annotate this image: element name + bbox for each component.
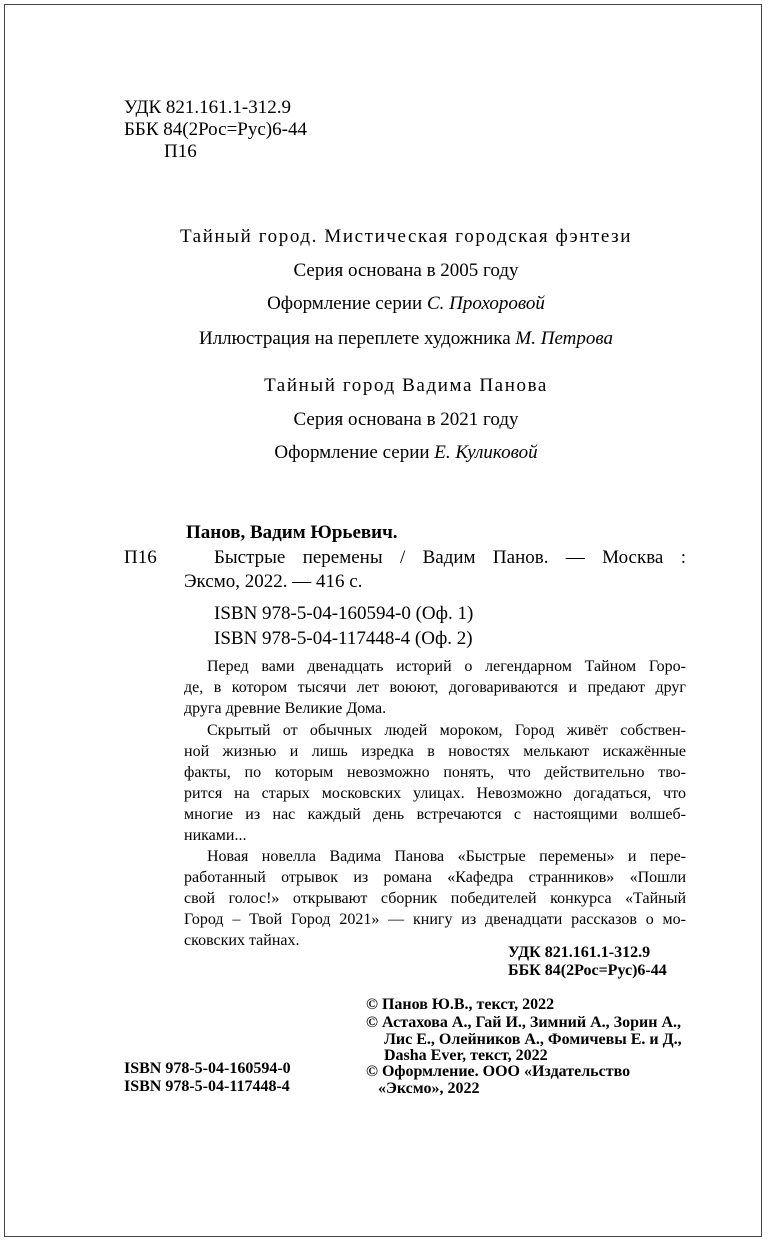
copyright-contributors: © Астахова А., Гай И., Зимний А., Зорин А., (366, 1014, 681, 1031)
bib-mark: П16 (124, 547, 157, 568)
series-2-designer: Е. Куликовой (434, 442, 538, 463)
series-2-design-label: Оформление серии (274, 442, 435, 463)
annotation-line: друга древние Великие Дома. (184, 700, 387, 717)
bib-author: Панов, Вадим Юрьевич. (186, 522, 398, 543)
annotation-line: рится на старых московских улицах. Невозможно догадаться, что (184, 785, 686, 802)
author-mark: П16 (164, 141, 197, 162)
series-1-designer: С. Прохоровой (426, 293, 545, 314)
annotation-line: свой голос!» открывают сборник победителей конкурса «Тайный (184, 890, 686, 907)
annotation-line: Перед вами двенадцать историй о легендарном Тайном Горо- (207, 658, 686, 675)
series-1-design (22, 293, 768, 315)
copyright-design-cont: «Эксмо», 2022 (378, 1080, 480, 1097)
bbk-code: ББК 84(2Рос=Рус)6-44 (124, 119, 307, 140)
bib-publisher-line: Эксмо, 2022. — 416 с. (184, 571, 363, 592)
annotation-line: многие из нас каждый день встречаются с настоящими волшеб- (184, 806, 686, 823)
annotation-line: факты, по которым невозможно понять, что действительно тво- (184, 764, 686, 781)
annotation-line: сковских тайнах. (184, 932, 300, 949)
series-2-design (22, 442, 768, 464)
series-2-title: Тайный город Вадима Панова (264, 375, 548, 396)
isbn-line: ISBN 978-5-04-160594-0 (124, 1060, 291, 1077)
series-1-illustration (22, 328, 768, 350)
isbn-line: ISBN 978-5-04-117448-4 (124, 1078, 290, 1095)
copyright-author: © Панов Ю.В., текст, 2022 (366, 996, 555, 1013)
annotation-line: работанный отрывок из романа «Кафедра странников» «Пошли (184, 869, 686, 886)
series-1-founded: Серия основана в 2005 году (293, 260, 519, 281)
copyright-design: © Оформление. ООО «Издательство (366, 1063, 631, 1080)
annotation-line: никами... (184, 827, 247, 844)
copyright-contributors-cont: Лис Е., Олейников А., Фомичевы Е. и Д., (384, 1031, 682, 1048)
series-1-title: Тайный город. Мистическая городская фэнтези (179, 226, 633, 247)
bib-isbn-1: ISBN 978-5-04-160594-0 (Оф. 1) (214, 603, 474, 624)
annotation-line: Скрытый от обычных людей мороком, Город живёт собствен- (207, 722, 686, 739)
series-1-illustrator: М. Петрова (515, 328, 613, 349)
annotation-line: Город – Твой Город 2021» — книгу из двенадцати рассказов о мо- (184, 911, 686, 928)
annotation-line: Новая новелла Вадима Панова «Быстрые перемены» и пере- (207, 848, 686, 865)
bib-title-line: Быстрые перемены / Вадим Панов. — Москва : (214, 547, 686, 568)
udk-code: УДК 821.161.1-312.9 (124, 97, 291, 118)
copyright-contributors-cont: Dasha Ever, текст, 2022 (384, 1047, 548, 1064)
annotation-line: ной жизнью и лишь изредка в новостях мелькают искажённые (184, 743, 686, 760)
series-1-design-label: Оформление серии (267, 293, 427, 314)
series-2-founded: Серия основана в 2021 году (293, 409, 519, 430)
series-1-illustration-label: Иллюстрация на переплете художника (198, 328, 516, 349)
bottom-bbk-code: ББК 84(2Рос=Рус)6-44 (508, 962, 667, 979)
bib-isbn-2: ISBN 978-5-04-117448-4 (Оф. 2) (214, 628, 473, 649)
annotation-line: де, в котором тысячи лет воюют, договариваются и предают друг (184, 679, 686, 696)
bottom-udk-code: УДК 821.161.1-312.9 (508, 944, 651, 961)
